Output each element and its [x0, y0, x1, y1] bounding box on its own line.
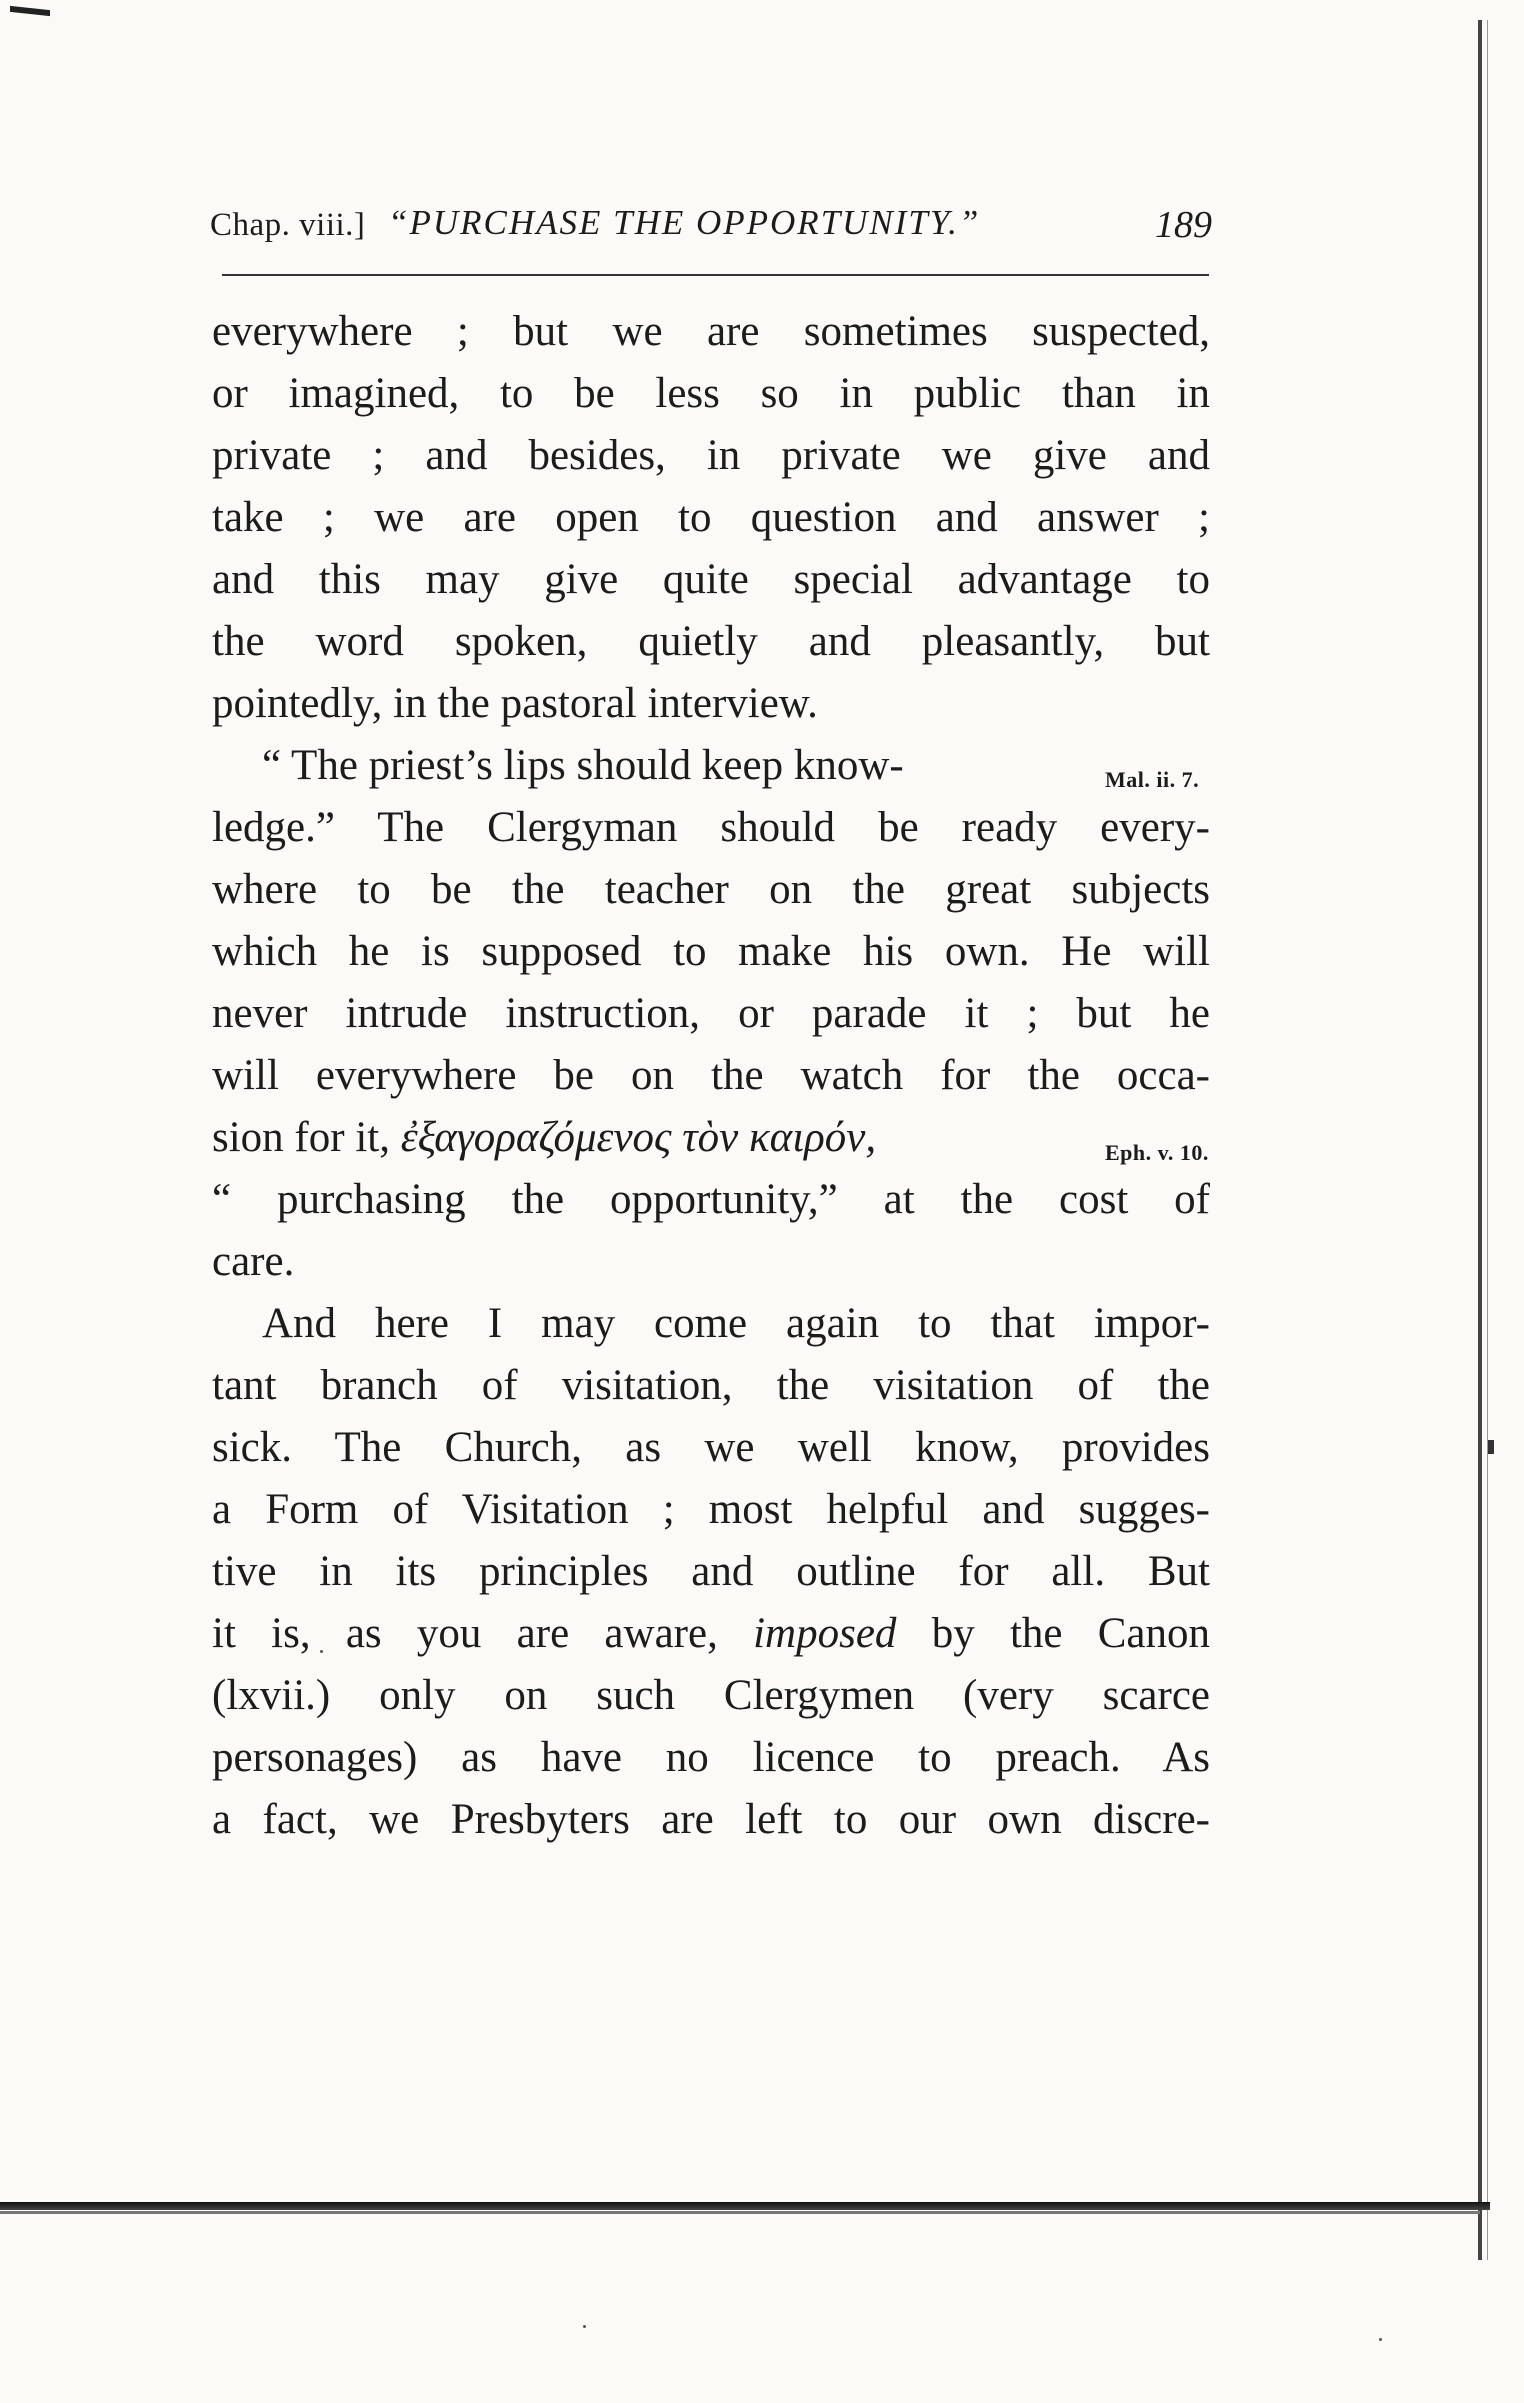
text-line-with-greek: [212, 1107, 1210, 1169]
margin-reference: Eph. v. 10.: [1105, 1140, 1209, 1165]
text-line: “ The priest’s lips should keep know-: [262, 742, 904, 789]
text-line: ledge.” The Clergyman should be ready every-: [212, 804, 1210, 851]
text-line: and this may give quite special advantage to: [212, 556, 1210, 603]
text-line: a fact, we Presbyters are left to our own discre-: [212, 1796, 1210, 1843]
text-fragment: by the Canon: [931, 1610, 1211, 1657]
text-line: take ; we are open to question and answer ;: [212, 494, 1210, 541]
header-rule: [222, 274, 1209, 276]
greek-phrase: ἐξαγοραζόμενος τὸν καιρόν,: [400, 1114, 877, 1161]
text-line: a Form of Visitation ; most helpful and sugges-: [212, 1486, 1210, 1533]
text-fragment: sion for it,: [212, 1114, 390, 1161]
chapter-label: Chap. viii.]: [210, 207, 366, 243]
running-title: “PURCHASE THE OPPORTUNITY.”: [388, 203, 981, 242]
text-line: personages) as have no licence to preach. As: [212, 1734, 1210, 1781]
text-line: (lxvii.) only on such Clergymen (very scarce: [212, 1672, 1210, 1719]
text-line: care.: [212, 1238, 295, 1285]
running-header: [210, 195, 1210, 255]
scan-bottom-shadow: [0, 2202, 1490, 2210]
text-line: “ purchasing the opportunity,” at the cost of: [212, 1176, 1210, 1223]
text-line: And here I may come again to that impor-: [262, 1300, 1210, 1347]
page-number: 189: [1155, 204, 1212, 246]
scan-corner-mark: [10, 6, 50, 16]
scan-bottom-shadow-secondary: [0, 2211, 1480, 2214]
page-edge-line-secondary: [1487, 20, 1488, 2260]
emphasis-word: imposed: [753, 1610, 897, 1657]
text-line-with-emphasis: [212, 1603, 1210, 1665]
page-edge-line: [1478, 20, 1482, 2260]
text-line: never intrude instruction, or parade it ; but he: [212, 990, 1210, 1037]
body-text: [212, 301, 1210, 1851]
text-line: the word spoken, quietly and pleasantly, but: [212, 618, 1210, 665]
margin-reference: Mal. ii. 7.: [1105, 767, 1200, 792]
text-line: which he is supposed to make his own. He will: [212, 928, 1210, 975]
scan-speck: [583, 2325, 586, 2328]
text-line: tant branch of visitation, the visitation of the: [212, 1362, 1210, 1409]
text-line: or imagined, to be less so in public than in: [212, 370, 1210, 417]
text-line: private ; and besides, in private we give and: [212, 432, 1210, 479]
text-line: will everywhere be on the watch for the occa-: [212, 1052, 1210, 1099]
text-line: sick. The Church, as we well know, provides: [212, 1424, 1210, 1471]
scan-speck: [1379, 2338, 1382, 2341]
text-line: everywhere ; but we are sometimes suspected,: [212, 308, 1210, 355]
page-edge-tick: [1488, 1440, 1494, 1454]
text-line: pointedly, in the pastoral interview.: [212, 680, 818, 727]
text-line: where to be the teacher on the great subjects: [212, 866, 1210, 913]
text-fragment: it is, as you are aware,: [212, 1610, 718, 1657]
text-line: tive in its principles and outline for all. But: [212, 1548, 1210, 1595]
